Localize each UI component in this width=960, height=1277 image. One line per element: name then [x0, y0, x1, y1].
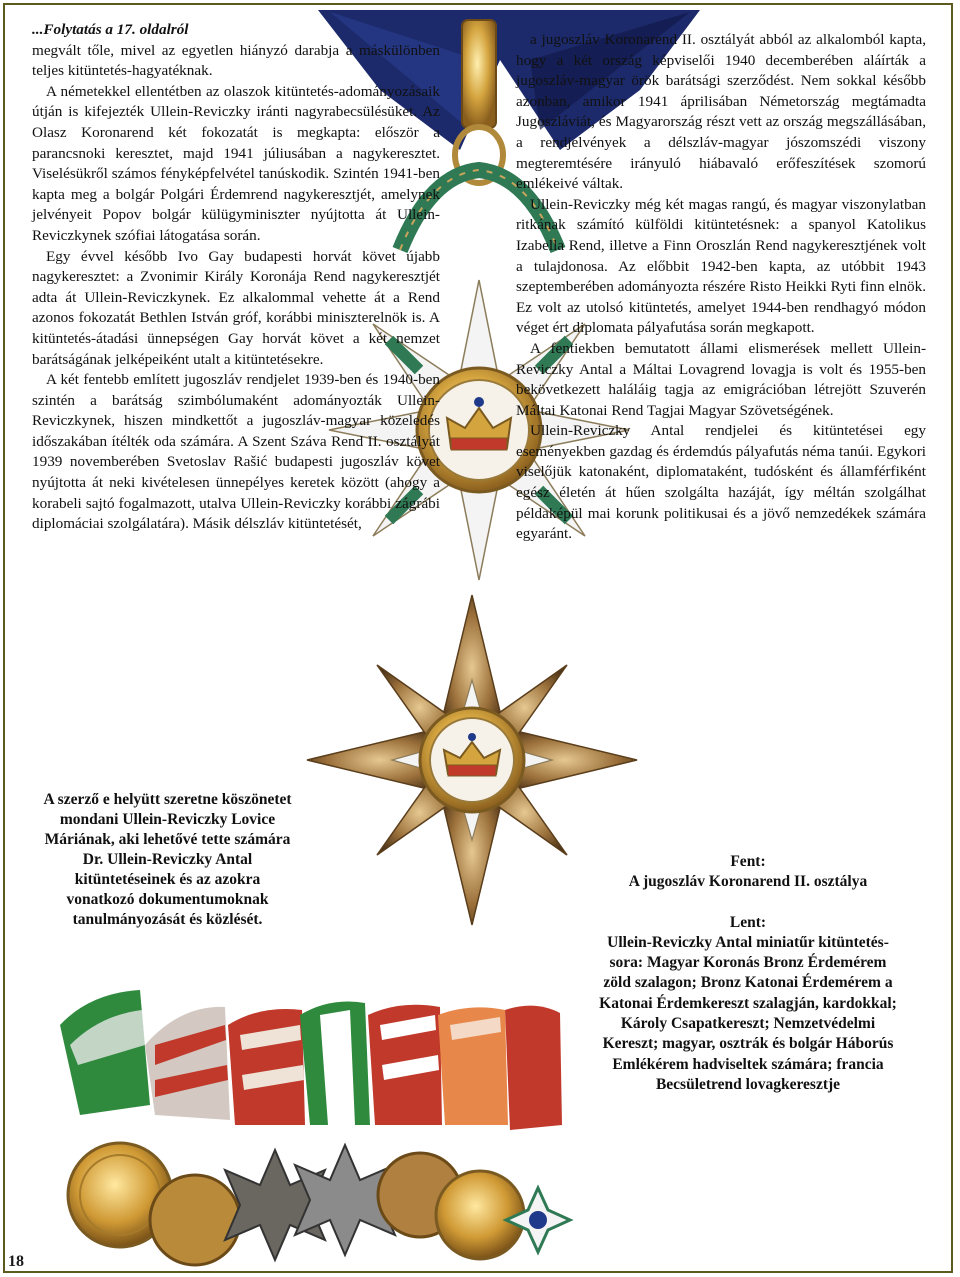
paragraph: Ullein-Reviczky még két magas rangú, és magyar viszonylatban ritkának számító külföldi kitüntetésnek: a spanyol Katolikus Izabella Rend, illetve a Finn Oroszlán Rend nagykeresztjének volt a tulajdonosa. Az előbbit 1942-ben kapta, az utóbbit 1943 szeptemberében adományozta részére Risto Heikki Ryti finn elnök. Ez volt az utolsó kitüntetés, amelyet 1944-ben rendhagyó módon véget ért diplomata pályafutása során megkapott.	[516, 195, 926, 337]
continuation-note: ...Folytatás a 17. oldalról	[32, 21, 189, 38]
paragraph: A két fentebb említett jugoszláv rendjelet 1939-ben és 1940-ben szintén a barátság szimbólumaként adományozták Ullein-Reviczkynek, hiszen mindkettőt a jugoszláv-magyar közeledés időszakában ítélték oda számára. A Szent Száva Rend II. osztályát 1939 novemberében Svetoslav Rašić budapesti jugoszláv követ nyújtotta át neki kivételesen ünnepélyes keretek között (ahogy a korabeli sajtó fogalmazott, utalva Ullein-Reviczky korábbi zágrábi diplomáciai szolgálatára). Másik délszláv kitüntetését,	[32, 371, 440, 533]
paragraph: A németekkel ellentétben az olaszok kitüntetés-adományozásaik útján is kifejezték Ullein-Reviczky iránti nagyrabecsülésüket. Az Olasz Koronarend két fokozatát is megkapta: először a parancsnoki keresztet, majd 1941 júliusában a nagykeresztet. Viselésükről számos fényképfelvétel tanúskodik. Szintén 1941-ben kapta meg a bolgár Polgári Érdemrend nagykeresztjét, amelynek jelvényeit Popov bolgár külügyminiszter nyújtotta át Ullein-Reviczkynek szófiai látogatása során.	[32, 82, 440, 244]
medal-6	[436, 1171, 524, 1259]
right-text-column	[516, 30, 926, 545]
paragraph: Ullein-Reviczky Antal rendjelei és kitüntetései egy eseményekben gazdag és érdemdús pályafutás néma tanúi. Egykori viselőjük katonaként, diplomataként, tudósként és államférfiként egész életén át hűen szolgálta hazáját, így méltán szolgálhat példaképül mai korunk politikusai és a jövő nemzedékek számára egyaránt.	[516, 422, 926, 543]
paragraph: A fentiekben bemutatott állami elismerések mellett Ullein-Reviczky Antal a Máltai Lovagrend lovagja is volt és 1955-ben bekövetkezett haláláig tagja az emigrációban létrejött Szuverén Máltai Katonai Rend Tagjai Magyar Szövetségének.	[516, 339, 926, 419]
left-text-column	[32, 20, 440, 535]
page-number: 18	[8, 1253, 24, 1270]
acknowledgement-note: A szerző e helyütt szeretne köszönetet mondani Ullein-Reviczky Lovice Máriának, aki lehetővé tette számára Dr. Ullein-Reviczky Antal kitüntetéseinek és az azokra vonatkozó dokumentumoknak tanulmányozását és közlését.	[43, 791, 292, 928]
caption-left-text: Ullein-Reviczky Antal miniatűr kitüntetés-sora: Magyar Koronás Bronz Érdemérem zöld szalagon; Bronz Katonai Érdemérem a Katonai Érdemkereszt szalagján, kardokkal; Károly Csapatkereszt; Nemzetvédelmi Kereszt; magyar, osztrák és bolgár Háborús Emlékérem hadviseltek számára; francia Becsületrend lovagkeresztje	[599, 933, 897, 1093]
paragraph: megvált tőle, mivel az egyetlen hiányzó darabja a máskülönben teljes kitüntetés-hagyatéknak.	[32, 41, 440, 80]
medal-2	[150, 1175, 240, 1265]
caption-above-label: Fent:	[730, 853, 766, 870]
image-caption	[598, 852, 898, 1095]
miniature-medal-bar-image	[30, 985, 590, 1275]
paragraph: Egy évvel később Ivo Gay budapesti horvát követ újabb nagykeresztet: a Zvonimir Király Koronája Rend nagykeresztjét adta át Ullein-Reviczkynek. Ez alkalommal vehette át a Rend azonos fokozatát Bethlen István gróf, korábbi miniszterelnök is. A kitüntetés-átadási ünnepségen Gay horvát követ a két nemzet barátságának jelképeiként utalt a kitüntetésekre.	[32, 247, 440, 368]
caption-above-text: A jugoszláv Koronarend II. osztálya	[628, 873, 868, 891]
paragraph: a jugoszláv Koronarend II. osztályát abból az alkalomból kapta, hogy a két ország képviselői 1940 decemberében aláírták a jugoszláv-magyar örök barátsági szerződést. Nem sokkal később azonban, amikor 1941 áprilisában Németország megtámadta Jugoszláviát, és Magyarország részt vett az ország megszállásában, a rendjelvények a délszláv-magyar jószomszédi viszony megteremtésére irányuló hiábavaló erőfeszítések szomorú emlékeivé váltak.	[516, 31, 926, 193]
breast-star	[307, 595, 637, 925]
caption-left-label: Lent:	[729, 913, 767, 931]
